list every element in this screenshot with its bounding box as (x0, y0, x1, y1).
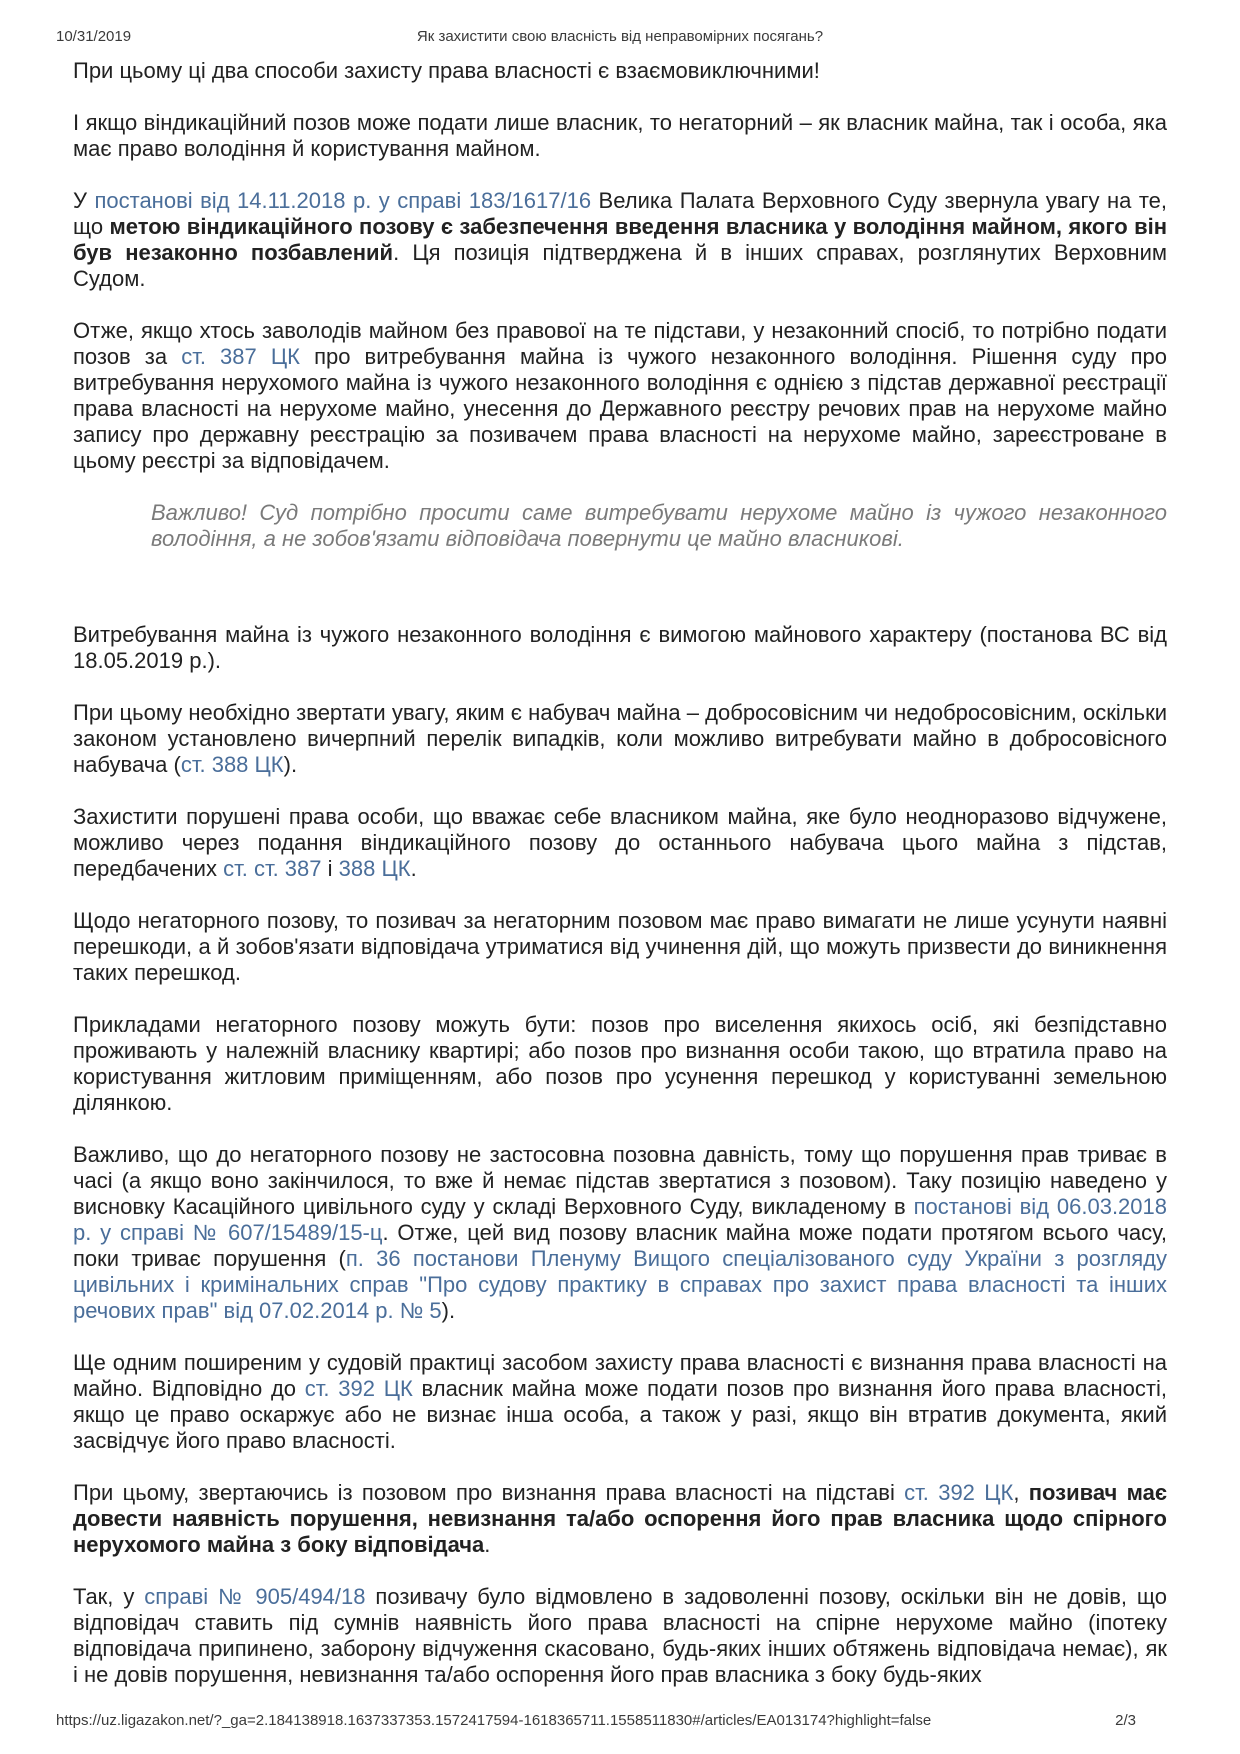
link-case-905-494-18[interactable]: справі № 905/494/18 (144, 1584, 366, 1609)
paragraph: Так, у справі № 905/494/18 позивачу було відмовлено в задоволенні позову, оскільки він не довів, що відповідач ставить під сумнів наявність його права власності на спірне нерухоме майно (іпотеку відповідача припинено, заборону відчуження скасовано, будь-яких інших обтяжень відповідача немає), як і не довів порушення, невизнання та/або оспорення його прав власника з боку будь-яких (73, 1584, 1167, 1687)
paragraph: Отже, якщо хтось заволодів майном без правової на те підстави, у незаконний спосіб, то потрібно подати позов за ст. 387 ЦК про витребування майна із чужого незаконного володіння. Рішення суду про витребування нерухомого майна із чужого незаконного володіння є однією з підстав державної реєстрації права власності на нерухоме майно, унесення до Державного реєстру речових прав на нерухоме майно запису про державну реєстрацію за позивачем права власності на нерухоме майно, зареєстроване в цьому реєстрі за відповідачем. (73, 318, 1167, 473)
article-body (73, 58, 1167, 1714)
paragraph: Важливо, що до негаторного позову не застосовна позовна давність, тому що порушення прав триває в часі (а якщо воно закінчилося, то вже й немає підстав звертатися з позовом). Таку позицію наведено у висновку Касаційного цивільного суду у складі Верховного Суду, викладеному в постанові від 06.03.2018 р. у справі № 607/15489/15-ц. Отже, цей вид позову власник майна може подати протягом всього часу, поки триває порушення (п. 36 постанови Пленуму Вищого спеціалізованого суду України з розгляду цивільних і кримінальних справ "Про судову практику в справах про захист права власності та інших речових прав" від 07.02.2014 р. № 5). (73, 1142, 1168, 1323)
paragraph: При цьому необхідно звертати увагу, яким є набувач майна – добросовісним чи недобросовісним, оскільки законом установлено вичерпний перелік випадків, коли можливо витребувати майно в добросовісного набувача (ст. 388 ЦК). (73, 700, 1167, 777)
link-art-388[interactable]: ст. 388 ЦК (180, 752, 284, 777)
page-url: https://uz.ligazakon.net/?_ga=2.184138918.1637337353.1572417594-1618365711.1558511830#/articles/EA013174?highlight=false (56, 1712, 932, 1729)
print-date: 10/31/2019 (56, 28, 132, 45)
link-art-392[interactable]: ст. 392 ЦК (904, 1480, 1014, 1505)
print-header (56, 28, 1184, 48)
page-number: 2/3 (1115, 1712, 1136, 1729)
link-ruling-183-1617-16[interactable]: постанові від 14.11.2018 р. у справі 183/1617/16 (94, 188, 592, 213)
bold-emphasis: позивач має довести наявність порушення, невизнання та/або оспорення його прав власника щодо спірного нерухомого майна з боку відповідача (73, 1480, 1167, 1557)
link-art-392[interactable]: ст. 392 ЦК (304, 1376, 413, 1401)
paragraph: Захистити порушені права особи, що вважає себе власником майна, яке було неодноразово відчужене, можливо через подання віндикаційного позову до останнього набувача цього майна з підстав, передбачених ст. ст. 387 і 388 ЦК. (73, 804, 1167, 881)
paragraph: При цьому, звертаючись із позовом про визнання права власності на підставі ст. 392 ЦК, позивач має довести наявність порушення, невизнання та/або оспорення його прав власника щодо спірного нерухомого майна з боку відповідача. (73, 1480, 1167, 1557)
link-art-387[interactable]: ст. ст. 387 (223, 856, 322, 881)
link-plenum-resolution[interactable]: п. 36 постанови Пленуму Вищого спеціалізованого суду України з розгляду цивільних і кримінальних справ "Про судову практику в справах про захист права власності та інших речових прав" від 07.02.2014 р. № 5 (73, 1246, 1167, 1323)
paragraph: Ще одним поширеним у судовій практиці засобом захисту права власності є визнання права власності на майно. Відповідно до ст. 392 ЦК власник майна може подати позов про визнання його права власності, якщо це право оскаржує або не визнає інша особа, а також у разі, якщо він втратив документа, який засвідчує його право власності. (73, 1350, 1167, 1453)
paragraph: Витребування майна із чужого незаконного володіння є вимогою майнового характеру (постанова ВС від 18.05.2019 р.). (73, 622, 1167, 673)
document-title: Як захистити свою власність від неправомірних посягань? (416, 28, 824, 45)
paragraph: У постанові від 14.11.2018 р. у справі 183/1617/16 Велика Палата Верховного Суду звернула увагу на те, що метою віндикаційного позову є забезпечення введення власника у володіння майном, якого він був незаконно позбавлений. Ця позиція підтверджена й в інших справах, розглянутих Верховним Судом. (73, 188, 1168, 291)
important-note: Важливо! Суд потрібно просити саме витребувати нерухоме майно із чужого незаконного володіння, а не зобов'язати відповідача повернути це майно власникові. (151, 500, 1167, 551)
paragraph: Прикладами негаторного позову можуть бути: позов про виселення якихось осіб, які безпідставно проживають у належній власнику квартирі; або позов про визнання особи такою, що втратила право на користування житловим приміщенням, або позов про усунення перешкод у користуванні земельною ділянкою. (73, 1012, 1167, 1115)
print-footer (56, 1712, 1184, 1732)
paragraph: І якщо віндикаційний позов може подати лише власник, то негаторний – як власник майна, так і особа, яка має право володіння й користування майном. (73, 110, 1167, 161)
spacer (73, 578, 1167, 622)
link-art-387[interactable]: ст. 387 ЦК (181, 344, 300, 369)
bold-emphasis: метою віндикаційного позову є забезпечення введення власника у володіння майном, якого він був незаконно позбавлений (73, 214, 1167, 265)
link-art-388[interactable]: 388 ЦК (338, 856, 411, 881)
link-ruling-607-15489-15[interactable]: постанові від 06.03.2018 р. у справі № 607/15489/15-ц (73, 1194, 1168, 1245)
paragraph: При цьому ці два способи захисту права власності є взаємовиключними! (73, 58, 820, 83)
paragraph: Щодо негаторного позову, то позивач за негаторним позовом має право вимагати не лише усунути наявні перешкоди, а й зобов'язати відповідача утриматися від учинення дій, що можуть призвести до виникнення таких перешкод. (73, 908, 1167, 985)
